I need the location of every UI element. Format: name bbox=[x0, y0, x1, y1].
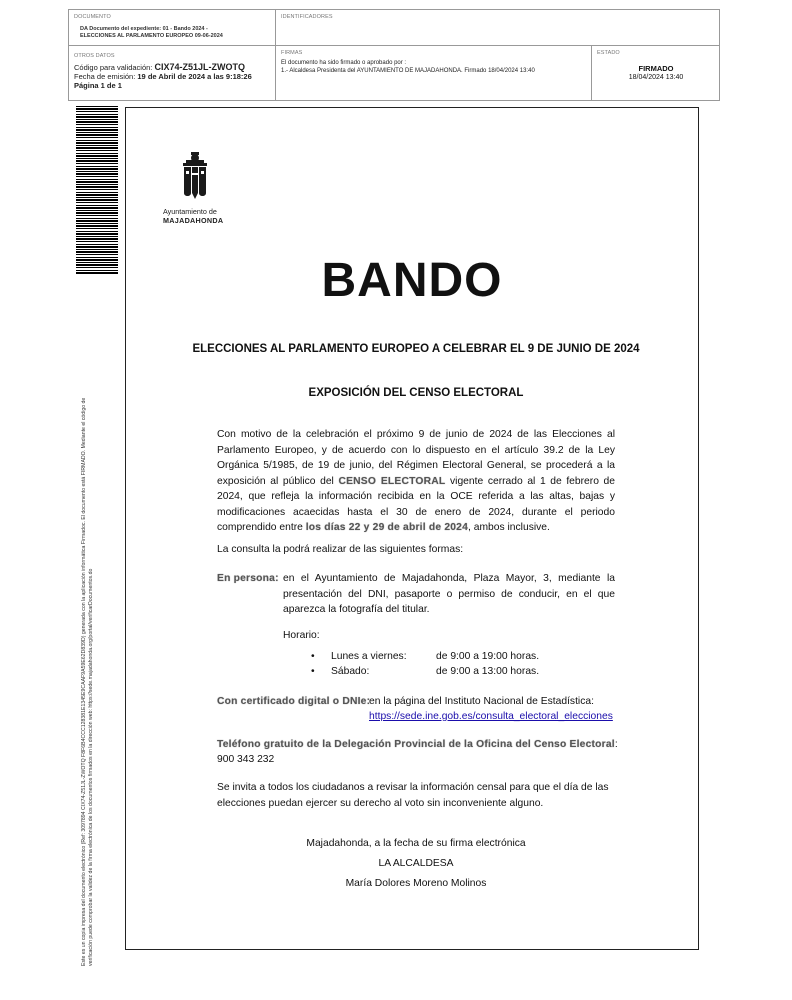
certificado-text: en la página del Instituto Nacional de Estadística: bbox=[369, 696, 594, 707]
page-subtitle: ELECCIONES AL PARLAMENTO EUROPEO A CELEBRAR EL 9 DE JUNIO DE 2024 bbox=[192, 343, 640, 355]
intro-text-b: vigente cerrado al 1 de febrero de 2024, que refleja la información recibida en la OCE referida a las altas, bajas y modificaciones acaecidas hasta el 30 de enero de 2024, durante el periodo comprendido entre bbox=[217, 475, 615, 533]
horario-label: Horario: bbox=[283, 630, 320, 641]
telefono-label-text: Teléfono gratuito de la Delegación Provincial de la Oficina del Censo Electoral bbox=[217, 739, 615, 750]
schedule-bullet: • bbox=[311, 666, 315, 677]
signature-place-date: Majadahonda, a la fecha de su firma electrónica bbox=[306, 838, 526, 849]
codigo-label: Código para validación: bbox=[74, 63, 153, 72]
estado-value bbox=[597, 65, 715, 82]
certificado-label: Con certificado digital o DNIe: bbox=[217, 696, 371, 707]
fecha-label: Fecha de emisión: bbox=[74, 72, 136, 81]
logo-caption bbox=[163, 208, 223, 225]
estado-label: ESTADO bbox=[597, 50, 620, 56]
paragraph-invitation: Se invita a todos los ciudadanos a revisar la información censal para que el día de las elecciones puedan ejercer su derecho al voto sin inconveniente alguno. bbox=[217, 782, 609, 809]
dates-highlight: los días 22 y 29 de abril de 2024 bbox=[305, 522, 469, 533]
identificadores-cell bbox=[276, 10, 720, 46]
side-text-line-1: Este es un copia impresa del documento electrónico (Ref: 3097894 CIX74-Z51JL-ZWOTQ F8F6B4CCC128381E1345E9CAAF9A59E62D839D) generada con la aplicación informática Firmadoc. El documento está FIRMADO. Mediante el código de bbox=[81, 397, 87, 966]
intro-text-c: , ambos inclusive. bbox=[468, 522, 550, 533]
telefono-number: 900 343 232 bbox=[217, 754, 275, 765]
documento-description: DA Documento del expediente: 01 - Bando 2024 - ELECCIONES AL PARLAMENTO EUROPEO 09-06-2024 bbox=[80, 26, 223, 39]
estado-date: 18/04/2024 13:40 bbox=[628, 74, 684, 81]
identificadores-label: IDENTIFICADORES bbox=[281, 14, 333, 20]
logo-line-2: MAJADAHONDA bbox=[163, 215, 224, 225]
ine-link[interactable]: https://sede.ine.gob.es/consulta_electoral_elecciones bbox=[369, 711, 613, 722]
en-persona-text: en el Ayuntamiento de Majadahonda, Plaza Mayor, 3, mediante la presentación del DNI, pasaporte o permiso de conducir, en el que aparezca la fotografía del titular. bbox=[283, 573, 615, 615]
codigo-validacion bbox=[74, 63, 270, 72]
intro-text-a: Con motivo de la celebración el próximo 9 de junio de 2024 de las Elecciones al Parlamento Europeo, y de acuerdo con lo dispuesto en el artículo 39.2 de la Ley Orgánica 5/1985, de 19 de junio, del Régimen Electoral General, se procederá a la exposición al público del bbox=[217, 429, 615, 487]
signature-name: María Dolores Moreno Molinos bbox=[345, 878, 487, 889]
firmas-cell bbox=[276, 46, 592, 101]
firmas-label: FIRMAS bbox=[281, 50, 303, 56]
otros-datos-cell bbox=[69, 46, 276, 101]
side-text-line-2: verificación puede comprobar la validez de la firma electrónica de los documentos firmados en la dirección web: https://sede.majadahonda.org/portal/verificarDocumentos.do bbox=[87, 568, 94, 966]
page-title: BANDO bbox=[321, 254, 503, 307]
documento-cell bbox=[69, 10, 276, 46]
schedule-hours: de 9:00 a 19:00 horas. bbox=[436, 651, 540, 662]
fecha-value: 19 de Abril de 2024 a las 9:18:26 bbox=[137, 72, 252, 81]
paragraph-consulta: La consulta la podrá realizar de las siguientes formas: bbox=[217, 544, 464, 555]
fecha-emision bbox=[74, 72, 270, 81]
documento-label: DOCUMENTO bbox=[74, 14, 111, 20]
section-title: EXPOSICIÓN DEL CENSO ELECTORAL bbox=[308, 387, 524, 399]
pagina-info: Página 1 de 1 bbox=[74, 81, 122, 90]
document-header-table bbox=[68, 9, 720, 101]
schedule-day: Lunes a viernes: bbox=[331, 651, 407, 662]
estado-status: FIRMADO bbox=[638, 64, 674, 73]
telefono-colon: : bbox=[614, 739, 618, 750]
schedule-day: Sábado: bbox=[331, 666, 370, 677]
telefono-label bbox=[217, 737, 618, 753]
estado-cell bbox=[592, 46, 720, 101]
logo-line-1: Ayuntamiento de bbox=[163, 207, 217, 216]
paragraph-intro bbox=[217, 427, 615, 536]
schedule-bullet: • bbox=[311, 651, 315, 662]
censo-highlight: CENSO ELECTORAL bbox=[338, 475, 446, 487]
signature-role: LA ALCALDESA bbox=[378, 858, 454, 869]
firmas-line-1: El documento ha sido firmado o aprobado por : bbox=[281, 60, 407, 66]
codigo-value[interactable]: CIX74-Z51JL-ZWOTQ bbox=[154, 62, 245, 72]
side-verification-text bbox=[81, 306, 101, 966]
barcode-image bbox=[76, 106, 118, 274]
en-persona-label: En persona: bbox=[217, 573, 279, 584]
firmas-line-2: 1.- Alcaldesa Presidenta del AYUNTAMIENTO DE MAJADAHONDA. Firmado 18/04/2024 13:40 bbox=[281, 67, 535, 74]
otros-datos-label: OTROS DATOS bbox=[74, 53, 115, 59]
schedule-hours: de 9:00 a 13:00 horas. bbox=[436, 666, 540, 677]
